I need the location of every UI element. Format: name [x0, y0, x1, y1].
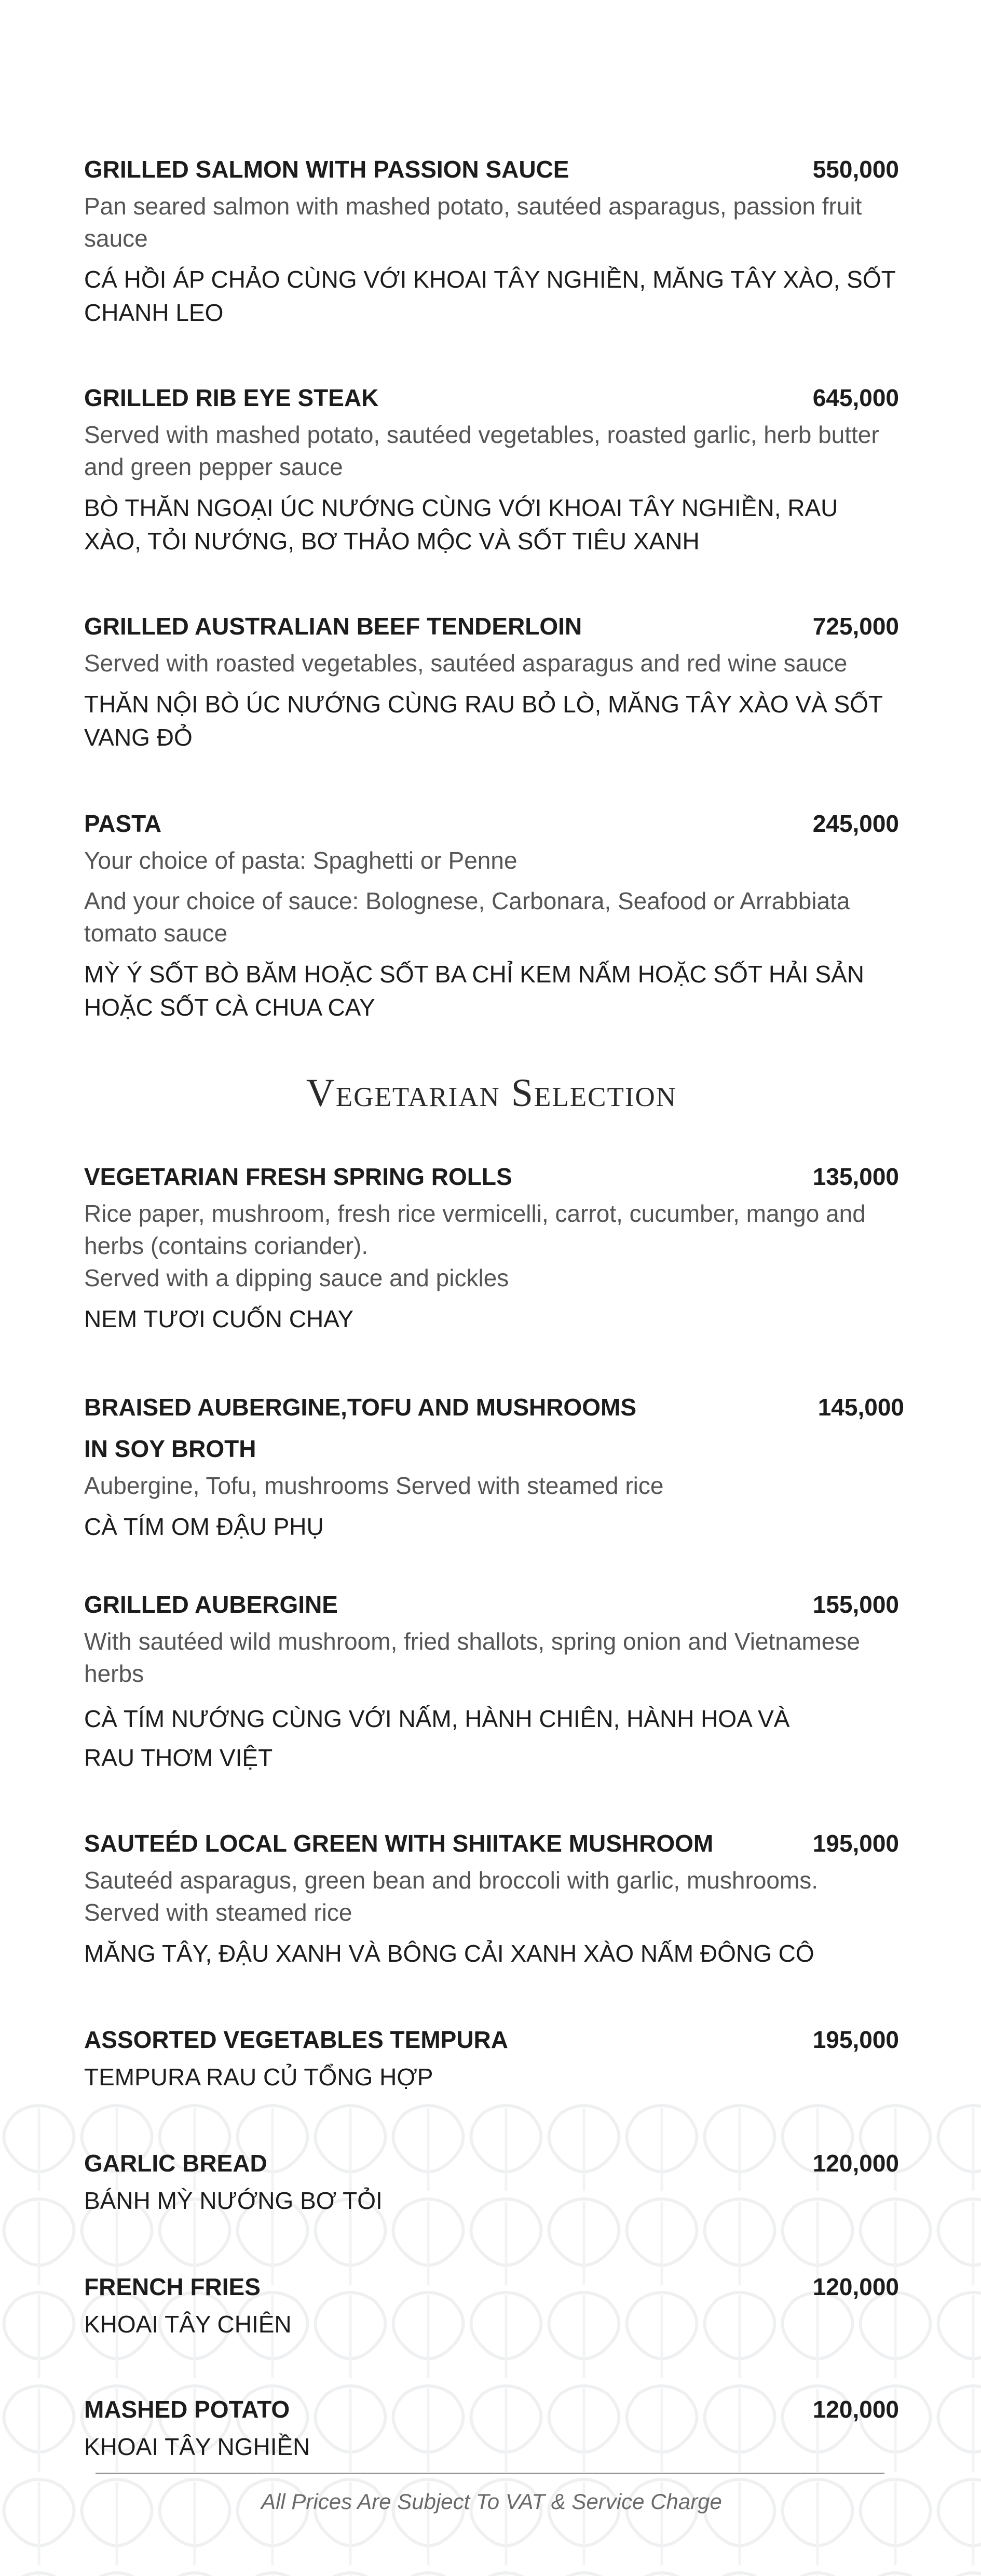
- dish-name: PASTA: [84, 810, 162, 837]
- menu-item-sauteed-local-green: [84, 1823, 899, 1970]
- dish-description: Your choice of pasta: Spaghetti or Penne: [84, 847, 517, 874]
- section-title: Vegetarian Selection: [306, 1071, 677, 1115]
- menu-item-french-fries: [84, 2266, 899, 2341]
- dish-description: With sautéed wild mushroom, fried shallots, spring onion and Vietnamese herbs: [84, 1628, 860, 1687]
- dish-vietnamese-name-continued: RAU THƠM VIỆT: [84, 1744, 273, 1771]
- menu-item-braised-aubergine: [84, 1386, 904, 1543]
- dish-vietnamese-name: BÁNH MỲ NƯỚNG BƠ TỎI: [84, 2187, 383, 2214]
- dish-name: GRILLED RIB EYE STEAK: [84, 384, 379, 411]
- menu-item-garlic-bread: [84, 2142, 899, 2217]
- dish-vietnamese-name: MỲ Ý SỐT BÒ BĂM HOẶC SỐT BA CHỈ KEM NẤM HOẶC SỐT HẢI SẢN HOẶC SỐT CÀ CHUA CAY: [84, 961, 864, 1021]
- dish-price: 645,000: [812, 384, 899, 411]
- dish-name: GRILLED AUSTRALIAN BEEF TENDERLOIN: [84, 613, 582, 640]
- dish-name: FRENCH FRIES: [84, 2273, 261, 2300]
- dish-name: SAUTEÉD LOCAL GREEN WITH SHIITAKE MUSHROOM: [84, 1830, 714, 1857]
- dish-vietnamese-name: MĂNG TÂY, ĐẬU XANH VÀ BÔNG CẢI XANH XÀO NẤM ĐÔNG CÔ: [84, 1940, 814, 1967]
- dish-vietnamese-name: CÀ TÍM NƯỚNG CÙNG VỚI NẤM, HÀNH CHIÊN, HÀNH HOA VÀ: [84, 1705, 790, 1732]
- dish-price: 145,000: [818, 1394, 904, 1421]
- dish-name: GRILLED SALMON WITH PASSION SAUCE: [84, 156, 569, 183]
- menu-item-beef-tenderloin: [84, 605, 899, 754]
- dish-price: 550,000: [812, 156, 899, 183]
- dish-description: Pan seared salmon with mashed potato, sautéed asparagus, passion fruit sauce: [84, 193, 862, 252]
- menu-item-rib-eye-steak: [84, 377, 899, 558]
- dish-price: 245,000: [812, 810, 899, 837]
- dish-name: VEGETARIAN FRESH SPRING ROLLS: [84, 1163, 512, 1190]
- dish-name: GARLIC BREAD: [84, 2150, 267, 2177]
- menu-item-grilled-salmon: [84, 149, 899, 329]
- menu-item-vegetables-tempura: [84, 2019, 899, 2094]
- dish-name: GRILLED AUBERGINE: [84, 1591, 338, 1618]
- dish-vietnamese-name: NEM TƯƠI CUỐN CHAY: [84, 1305, 354, 1332]
- dish-description: Aubergine, Tofu, mushrooms Served with steamed rice: [84, 1472, 664, 1499]
- dish-price: 195,000: [812, 2026, 899, 2053]
- dish-name-continued: IN SOY BROTH: [84, 1435, 256, 1462]
- dish-description: Sauteéd asparagus, green bean and broccoli with garlic, mushrooms. Served with steamed rice: [84, 1867, 819, 1926]
- dish-description: And your choice of sauce: Bolognese, Carbonara, Seafood or Arrabbiata tomato sauce: [84, 887, 850, 947]
- dish-vietnamese-name: TEMPURA RAU CỦ TỔNG HỢP: [84, 2064, 433, 2091]
- dish-name: ASSORTED VEGETABLES TEMPURA: [84, 2026, 508, 2053]
- dish-vietnamese-name: CÁ HỒI ÁP CHẢO CÙNG VỚI KHOAI TÂY NGHIỀN, MĂNG TÂY XÀO, SỐT CHANH LEO: [84, 266, 895, 326]
- dish-price: 195,000: [812, 1830, 899, 1857]
- dish-vietnamese-name: THĂN NỘI BÒ ÚC NƯỚNG CÙNG RAU BỎ LÒ, MĂNG TÂY XÀO VÀ SỐT VANG ĐỎ: [84, 691, 883, 751]
- footer-note: All Prices Are Subject To VAT & Service Charge: [261, 2489, 722, 2514]
- dish-price: 155,000: [812, 1591, 899, 1618]
- dish-price: 725,000: [812, 613, 899, 640]
- dish-description: Served with mashed potato, sautéed vegetables, roasted garlic, herb butter and green pepper sauce: [84, 421, 879, 480]
- menu-item-pasta: [84, 803, 899, 1024]
- dish-vietnamese-name: BÒ THĂN NGOẠI ÚC NƯỚNG CÙNG VỚI KHOAI TÂY NGHIỀN, RAU XÀO, TỎI NƯỚNG, BƠ THẢO MỘC VÀ SỐT TIÊU XANH: [84, 494, 838, 555]
- dish-price: 120,000: [812, 2396, 899, 2423]
- dish-description: Served with roasted vegetables, sautéed asparagus and red wine sauce: [84, 650, 848, 677]
- dish-vietnamese-name: CÀ TÍM OM ĐẬU PHỤ: [84, 1513, 324, 1540]
- dish-price: 120,000: [812, 2273, 899, 2300]
- dish-description: Rice paper, mushroom, fresh rice vermicelli, carrot, cucumber, mango and herbs (contains coriander).: [84, 1200, 866, 1259]
- footer-divider: [96, 2473, 884, 2474]
- menu-item-grilled-aubergine: [84, 1584, 899, 1776]
- dish-vietnamese-name: KHOAI TÂY CHIÊN: [84, 2311, 292, 2338]
- dish-vietnamese-name: KHOAI TÂY NGHIỀN: [84, 2433, 310, 2460]
- dish-price: 120,000: [812, 2150, 899, 2177]
- dish-description: Served with a dipping sauce and pickles: [84, 1264, 509, 1291]
- dish-name: BRAISED AUBERGINE,TOFU AND MUSHROOMS: [84, 1394, 636, 1421]
- dish-price: 135,000: [812, 1163, 899, 1190]
- menu-item-mashed-potato: [84, 2389, 899, 2463]
- menu-item-spring-rolls: [84, 1156, 899, 1336]
- dish-name: MASHED POTATO: [84, 2396, 290, 2423]
